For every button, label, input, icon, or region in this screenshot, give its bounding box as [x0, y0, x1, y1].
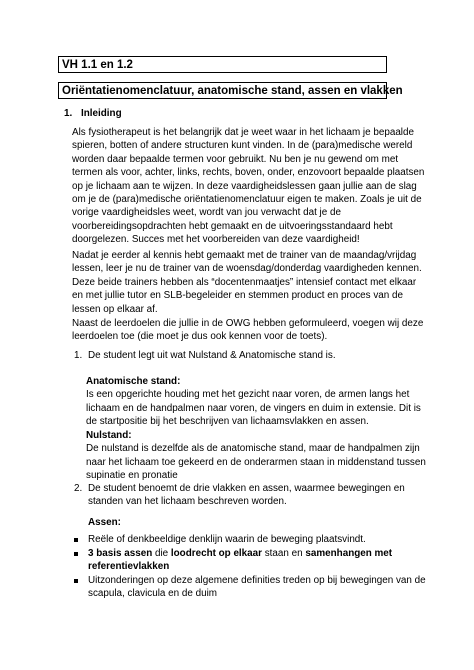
paragraph-line: lessen, leer je nu de trainer van de woensdag/donderdag vaardigheden kennen.	[72, 263, 422, 275]
bullet-text: Reële of denkbeeldige denklijn waarin de beweging plaatsvindt.	[88, 534, 366, 545]
emphasis-text: samenhangen met	[305, 548, 393, 559]
definition-line: de startpositie bij het beschrijven van lichaamsvlakken en assen.	[86, 416, 369, 428]
definition-line: lichaam en de handpalmen naar voren, de vingers en duim in extensie. Dit is	[86, 402, 421, 414]
paragraph-line: doorgelezen. Succes met het voorbereiden van deze vaardigheid!	[72, 234, 360, 246]
document-title	[58, 56, 387, 73]
goal-number: 2.	[74, 483, 83, 494]
paragraph-line: om je de (para)medische oriëntatienomenclatuur eigen te maken. Zoals je uit de	[72, 194, 422, 206]
learning-goals-paragraph	[72, 317, 424, 344]
bullet-text	[88, 547, 392, 560]
paragraph-line: Als fysiotherapeut is het belangrijk dat je weet waar in het lichaam je bepaalde	[72, 127, 414, 138]
bullet-line: scapula, clavicula en de duim	[88, 588, 217, 600]
goal-text	[88, 482, 418, 509]
goal-number: 1.	[74, 350, 83, 361]
subtitle-text: Oriëntatienomenclatuur, anatomische stand, assen en vlakken	[62, 85, 403, 97]
paragraph-line: vorige vaardigheidsles weet, wordt van jou verwacht dat je de	[72, 207, 341, 219]
bullet-square-icon	[74, 538, 78, 542]
paragraph-line: termen als voor, achter, links, rechts, boven, onder, enzovoort bepaalde plaatsen	[72, 167, 425, 179]
title-text: VH 1.1 en 1.2	[62, 59, 133, 71]
emphasis-text: loodrecht op elkaar	[170, 548, 262, 559]
definition-line: supinatie en pronatie	[86, 470, 178, 482]
definition-line: De nulstand is dezelfde als de anatomische stand, maar de handpalmen zijn	[86, 443, 420, 455]
paragraph-line: Deze beide trainers hebben als “docentenmaatjes” intensief contact met elkaar	[72, 276, 417, 288]
bullet-square-icon	[74, 552, 78, 556]
intro-paragraph	[72, 126, 425, 247]
plain-text: staan en	[262, 548, 306, 559]
plain-text: die	[152, 548, 171, 559]
goal-line: De student benoemt de drie vlakken en assen, waarmee bewegingen en	[88, 483, 405, 494]
paragraph-line: en met jullie tutor en SLB-begeleider en stemmen product en proces van de	[72, 290, 404, 302]
paragraph-line: Naast de leerdoelen die jullie in de OWG hebben geformuleerd, voegen wij deze	[72, 318, 424, 329]
paragraph-line: spieren, botten of andere structuren kunt vinden. In de (para)medische wereld	[72, 140, 413, 152]
goal-line: standen van het lichaam beschreven worden.	[88, 496, 287, 508]
paragraph-line: lessen op elkaar af.	[72, 303, 158, 315]
nulstand-section	[86, 429, 426, 483]
paragraph-line: voorbereidingsopdrachten hebt gemaakt en de uitvoeringsstandaard hebt	[72, 220, 393, 232]
bullet-square-icon	[74, 579, 78, 583]
nulstand-heading: Nulstand:	[86, 430, 132, 441]
paragraph-line: op je lichaam aan te wijzen. In deze vaardigheidslessen gaan jullie aan de slag	[72, 180, 417, 192]
definition-line: naar het lichaam toe gekeerd en de onderarmen staan in middenstand tussen	[86, 456, 426, 468]
bullet-text-continued: referentievlakken	[88, 561, 170, 572]
paragraph-line: worden daar bepaalde termen voor gebruikt. Nu ben je nu gewend om met	[72, 153, 399, 165]
emphasis-text: 3 basis assen	[88, 548, 153, 559]
trainers-paragraph	[72, 249, 422, 316]
document-subtitle	[58, 82, 403, 99]
bullet-line: Uitzonderingen op deze algemene definities treden op bij bewegingen van de	[88, 575, 426, 586]
goal-text: De student legt uit wat Nulstand & Anatomische stand is.	[88, 350, 336, 361]
paragraph-line: Nadat je eerder al kennis hebt gemaakt met de trainer van de maandag/vrijdag	[72, 250, 417, 261]
bullet-text	[88, 574, 426, 601]
anatomische-stand-section	[86, 375, 421, 429]
anatomische-stand-heading: Anatomische stand:	[86, 376, 181, 387]
section-heading: Inleiding	[81, 108, 122, 119]
assen-heading: Assen:	[88, 517, 121, 528]
section-number: 1.	[64, 108, 73, 119]
paragraph-line: leerdoelen toe (die moet je dus ook kennen voor de toets).	[72, 331, 328, 343]
definition-line: Is een opgerichte houding met het gezicht naar voren, de armen langs het	[86, 389, 410, 401]
